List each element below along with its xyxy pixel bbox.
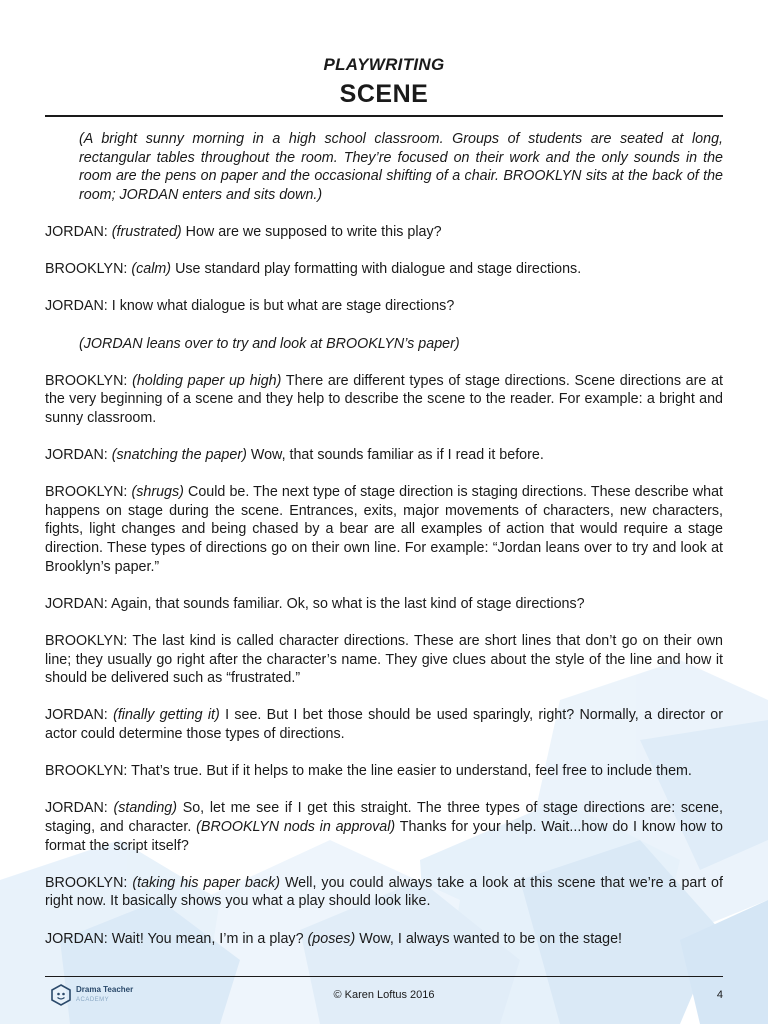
speaker-name: JORDAN:	[45, 707, 108, 724]
page-footer	[45, 984, 723, 1008]
stage-direction: (A bright sunny morning in a high school classroom. Groups of students are seated at long, rectangular tables throughout the room. They’re focused on their work and the only sounds in the room are the pens on paper and the occasional shifting of a chair. BROOKLYN sits at the back of the room; JORDAN enters and sits down.)	[79, 131, 723, 203]
dialogue-line	[45, 297, 723, 316]
speaker-name: JORDAN:	[45, 595, 108, 612]
dialogue-line	[45, 260, 723, 279]
speaker-name: JORDAN:	[45, 800, 108, 817]
character-direction: (frustrated)	[111, 223, 182, 240]
dialogue-text: Use standard play formatting with dialogue and stage directions.	[175, 261, 582, 278]
dialogue-text: There are different types of stage directions. Scene directions are at the very beginning of a scene and they help to describe the scene to the reader. For example: a bright and sunny classroom.	[45, 372, 723, 426]
dialogue-text: Well, you could always take a look at this scene that we’re a part of right now. It basically shows you what a play should look like.	[45, 874, 723, 910]
dialogue-text: Wait! You mean, I’m in a play?	[111, 930, 304, 947]
script-body	[45, 130, 723, 967]
character-direction: (taking his paper back)	[132, 874, 280, 891]
header-divider	[45, 115, 723, 117]
copyright-notice: © Karen Loftus 2016	[333, 989, 435, 1001]
character-direction: (snatching the paper)	[111, 447, 247, 464]
dialogue-text: Thanks for your help. Wait...how do I know how to format the script itself?	[45, 818, 723, 854]
dialogue-line	[45, 223, 723, 242]
speaker-name: BROOKLYN:	[45, 261, 128, 278]
logo-name: Drama Teacher	[76, 985, 134, 994]
character-direction: (calm)	[131, 261, 172, 278]
dialogue-line	[45, 799, 723, 855]
speaker-name: BROOKLYN:	[45, 874, 128, 891]
character-direction: (poses)	[307, 930, 356, 947]
dialogue-line	[45, 874, 723, 911]
speaker-name: BROOKLYN:	[45, 484, 128, 501]
dialogue-text: Could be. The next type of stage direction is staging directions. These describe what happens on stage during the scene. Entrances, exits, major movements of characters, new characters, fights, light changes and being chased by a bear are all examples of action that would require a stage direction. These types of directions go on their own line. For example: “Jordan leans over to try and look at Brooklyn’s paper.”	[45, 484, 723, 575]
dialogue-line	[45, 762, 723, 781]
dialogue-text: The last kind is called character directions. These are short lines that don’t go on their own line; they usually go right after the character’s name. They give clues about the style of the line and how it should be delivered such as “frustrated.”	[45, 633, 723, 687]
speaker-name: JORDAN:	[45, 447, 108, 464]
dialogue-text: Wow, that sounds familiar as if I read it before.	[250, 447, 544, 464]
page-number: 4	[716, 989, 723, 1001]
document-title: SCENE	[339, 80, 429, 108]
speaker-name: JORDAN:	[45, 223, 108, 240]
speaker-name: BROOKLYN:	[45, 763, 128, 780]
speaker-name: JORDAN:	[45, 930, 108, 947]
dialogue-text: I see. But I bet those should be used sparingly, right? Normally, a director or actor could determine those types of directions.	[45, 707, 723, 742]
speaker-name: JORDAN:	[45, 298, 108, 315]
logo-subtitle: ACADEMY	[76, 997, 110, 1003]
dialogue-line	[45, 595, 723, 614]
dialogue-line	[45, 706, 723, 743]
dialogue-line	[45, 446, 723, 465]
dialogue-text: That’s true. But if it helps to make the line easier to understand, feel free to include them.	[131, 763, 692, 780]
dialogue-line	[45, 632, 723, 688]
character-direction: (shrugs)	[131, 484, 184, 501]
dialogue-line	[45, 372, 723, 428]
footer-divider	[45, 976, 723, 977]
dialogue-line	[45, 930, 723, 949]
stage-direction: (JORDAN leans over to try and look at BROOKLYN’s paper)	[79, 335, 460, 352]
dialogue-text: Again, that sounds familiar. Ok, so what is the last kind of stage directions?	[110, 595, 585, 612]
character-direction: (standing)	[113, 800, 178, 817]
dialogue-text: Wow, I always wanted to be on the stage!	[359, 930, 622, 947]
character-direction: (BROOKLYN nods in approval)	[196, 818, 396, 835]
dialogue-text: How are we supposed to write this play?	[185, 223, 442, 240]
dialogue-text: So, let me see if I get this straight. The three types of stage directions are: scene, staging, and character.	[45, 800, 723, 835]
character-direction: (finally getting it)	[113, 707, 220, 724]
dialogue-line	[45, 483, 723, 576]
character-direction: (holding paper up high)	[132, 372, 282, 389]
dialogue-text: I know what dialogue is but what are stage directions?	[111, 298, 455, 315]
speaker-name: BROOKLYN:	[45, 633, 128, 650]
speaker-name: BROOKLYN:	[45, 372, 128, 389]
document-subtitle: PLAYWRITING	[323, 55, 445, 74]
